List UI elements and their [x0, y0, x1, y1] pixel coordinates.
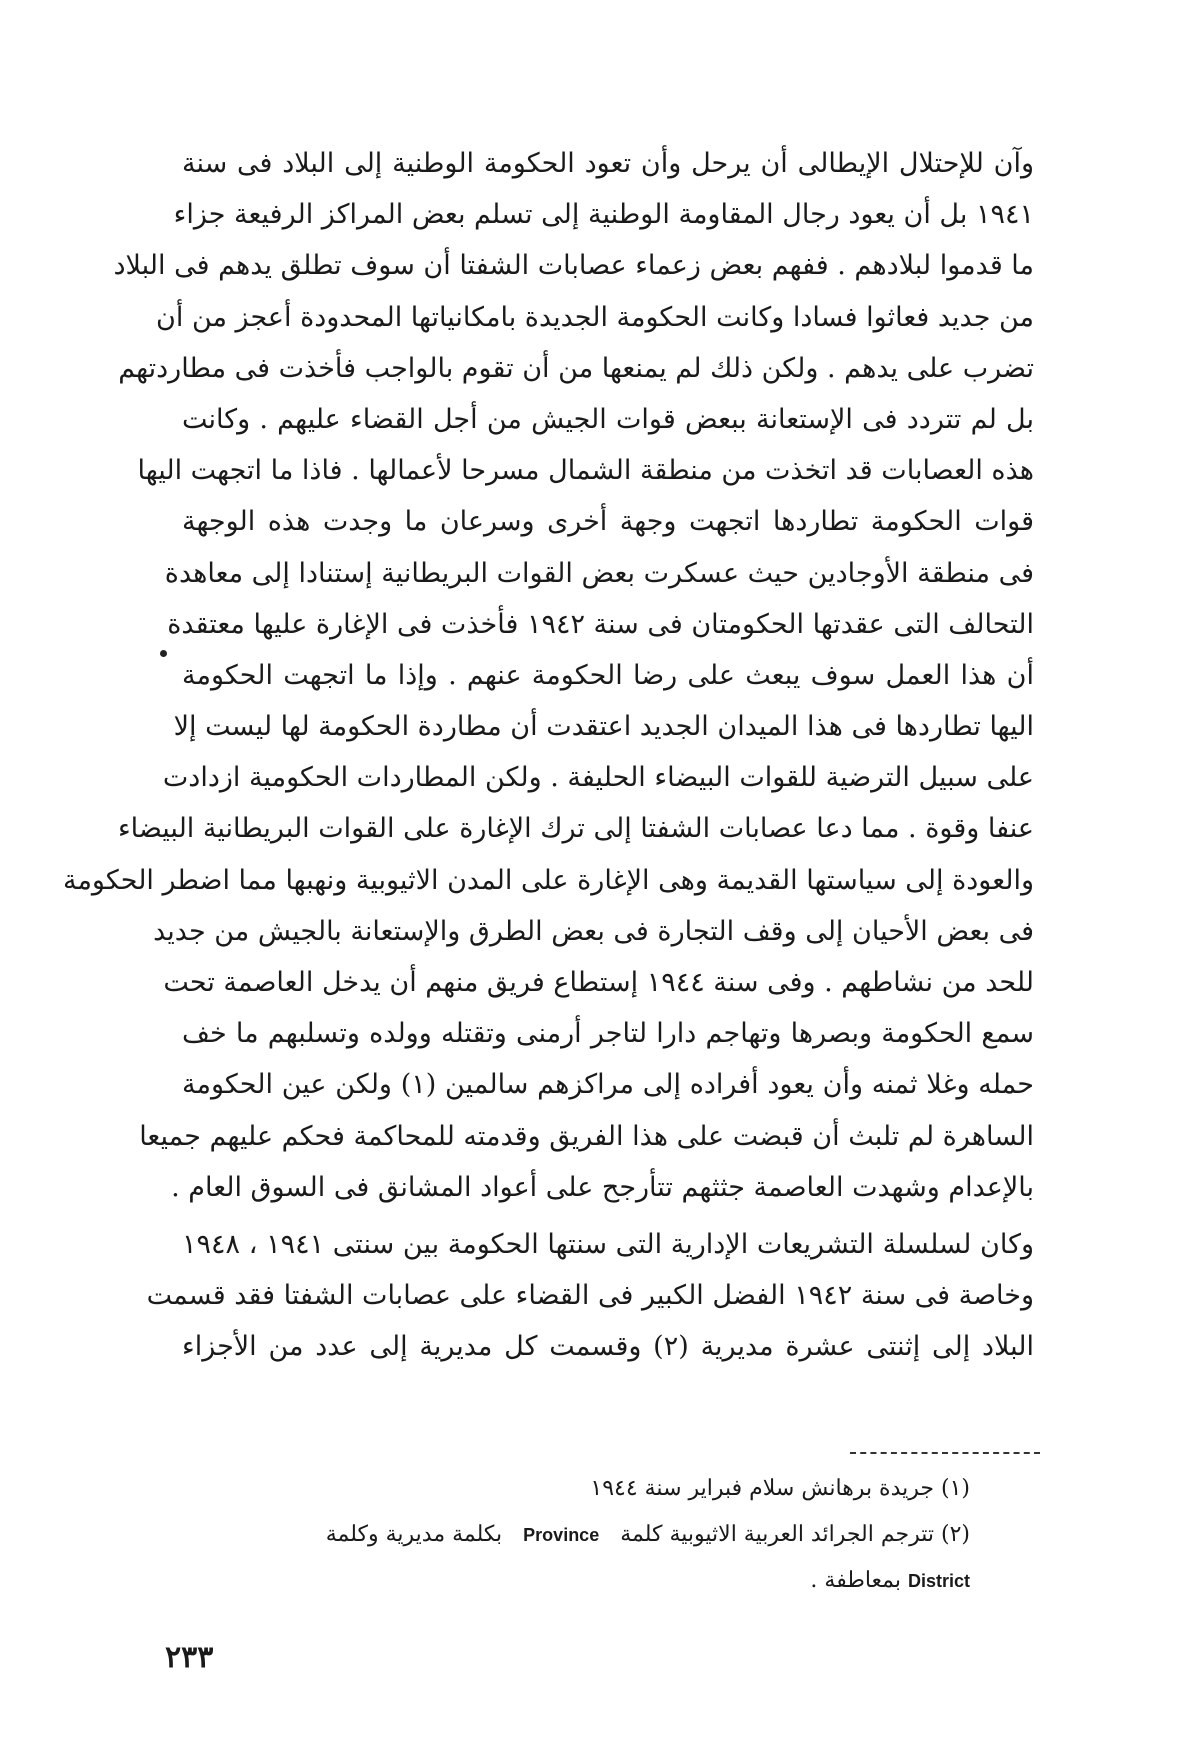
- paragraph-1: [62, 138, 1034, 1213]
- text-line: فى منطقة الأوجادين حيث عسكرت بعض القوات البريطانية إستنادا إلى معاهدة: [164, 557, 1034, 589]
- text-line: عنفا وقوة . مما دعا عصابات الشفتا إلى ترك الإغارة على القوات البريطانية البيضاء: [117, 813, 1034, 845]
- footnote-2-latin-province: Province: [523, 1525, 600, 1545]
- footnote-1: (١) جريدة برهانش سلام فبراير سنة ١٩٤٤: [590, 1476, 970, 1501]
- text-line: وكان لسلسلة التشريعات الإدارية التى سنتها الحكومة بين سنتى ١٩٤١ ، ١٩٤٨: [182, 1228, 1034, 1260]
- text-line: تضرب على يدهم . ولكن ذلك لم يمنعها من أن تقوم بالواجب فأخذت فى مطاردتهم: [118, 352, 1034, 384]
- footnote-2-text-c: بمعاطفة .: [810, 1568, 901, 1593]
- text-line: قوات الحكومة تطاردها اتجهت وجهة أخرى وسرعان ما وجدت هذه الوجهة: [182, 506, 1034, 538]
- text-line: بل لم تتردد فى الإستعانة ببعض قوات الجيش من أجل القضاء عليهم . وكانت: [182, 403, 1034, 435]
- text-line: حمله وغلا ثمنه وأن يعود أفراده إلى مراكزهم سالمين (١) ولكن عين الحكومة: [182, 1069, 1034, 1101]
- footnote-2: [150, 1512, 970, 1558]
- text-line: أن هذا العمل سوف يبعث على رضا الحكومة عنهم . وإذا ما اتجهت الحكومة: [182, 659, 1034, 691]
- text-line: البلاد إلى إثنتى عشرة مديرية (٢) وقسمت كل مديرية إلى عدد من الأجزاء: [182, 1331, 1035, 1363]
- text-line: اليها تطاردها فى هذا الميدان الجديد اعتقدت أن مطاردة الحكومة لها ليست إلا: [173, 711, 1034, 743]
- text-line: التحالف التى عقدتها الحكومتان فى سنة ١٩٤٢ فأخذت فى الإغارة عليها معتقدة: [167, 608, 1034, 640]
- margin-mark: [160, 650, 167, 657]
- text-line: سمع الحكومة وبصرها وتهاجم دارا لتاجر أرمنى وتقتله وولده وتسلبهم ما خف: [182, 1018, 1034, 1050]
- text-line: وخاصة فى سنة ١٩٤٢ الفضل الكبير فى القضاء على عصابات الشفتا فقد قسمت: [146, 1280, 1034, 1312]
- text-line: هذه العصابات قد اتخذت من منطقة الشمال مسرحا لأعمالها . فاذا ما اتجهت اليها: [137, 455, 1034, 487]
- text-line: وآن للإحتلال الإيطالى أن يرحل وأن تعود الحكومة الوطنية إلى البلاد فى سنة: [182, 148, 1034, 179]
- paragraph-2: [146, 1219, 1035, 1373]
- text-line: بالإعدام وشهدت العاصمة جثثهم تتأرجح على أعواد المشانق فى السوق العام .: [171, 1171, 1034, 1203]
- text-line: على سبيل الترضية للقوات البيضاء الحليفة . ولكن المطاردات الحكومية ازدادت: [162, 762, 1034, 794]
- footnote-2-text-b: بكلمة مديرية وكلمة: [325, 1522, 503, 1547]
- footnote-separator: [850, 1452, 1040, 1454]
- footnote-2-continued: [150, 1558, 970, 1604]
- footnotes: [150, 1466, 970, 1604]
- main-text: [62, 138, 1035, 1373]
- text-line: من جديد فعاثوا فسادا وكانت الحكومة الجديدة بامكانياتها المحدودة أعجز من أن: [156, 301, 1034, 333]
- text-line: الساهرة لم تلبث أن قبضت على هذا الفريق وقدمته للمحاكمة فحكم عليهم جميعا: [139, 1120, 1034, 1152]
- footnote-2-latin-district: District: [907, 1571, 970, 1591]
- text-line: ١٩٤١ بل أن يعود رجال المقاومة الوطنية إلى تسلم بعض المراكز الرفيعة جزاء: [173, 199, 1034, 231]
- footnote-2-text-a: (٢) تترجم الجرائد العربية الاثيوبية كلمة: [620, 1522, 970, 1547]
- page-number: ٢٣٣: [165, 1640, 214, 1675]
- text-line: فى بعض الأحيان إلى وقف التجارة فى بعض الطرق والإستعانة بالجيش من جديد: [153, 915, 1034, 947]
- text-line: للحد من نشاطهم . وفى سنة ١٩٤٤ إستطاع فريق منهم أن يدخل العاصمة تحت: [163, 967, 1034, 998]
- text-line: ما قدموا لبلادهم . ففهم بعض زعماء عصابات الشفتا أن سوف تطلق يدهم فى البلاد: [113, 250, 1034, 282]
- text-line: والعودة إلى سياستها القديمة وهى الإغارة على المدن الاثيوبية ونهبها مما اضطر الحكومة: [62, 864, 1034, 896]
